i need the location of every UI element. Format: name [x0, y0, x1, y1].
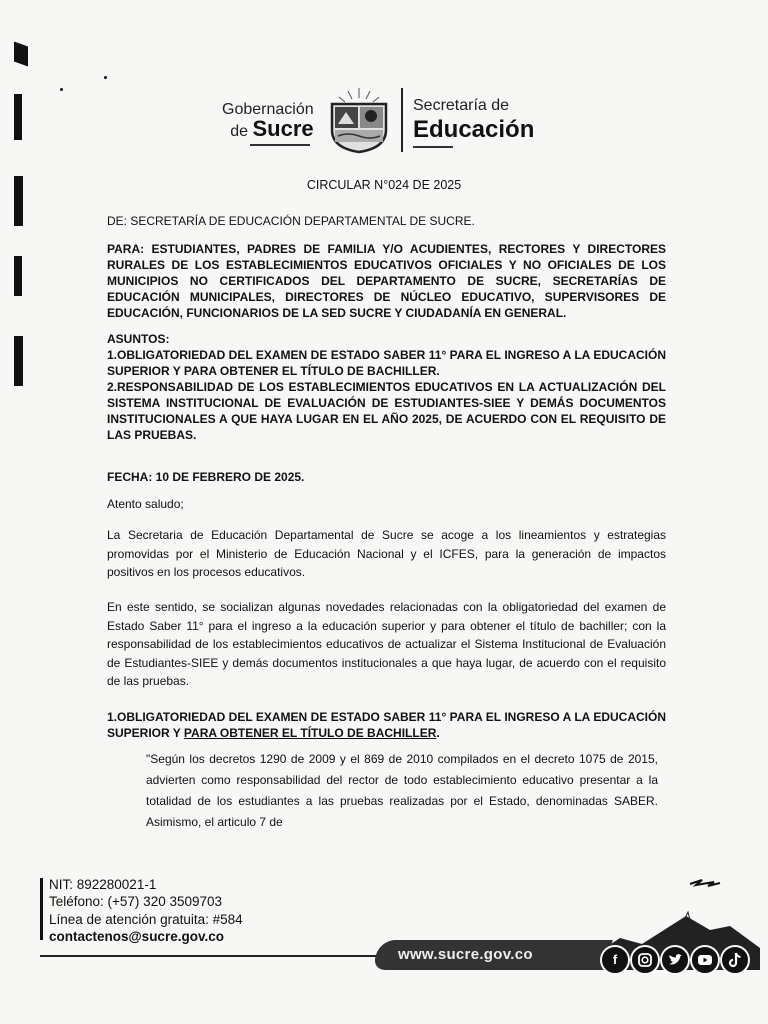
scan-edge-mark	[14, 41, 28, 66]
fecha-line: FECHA: 10 DE FEBRERO DE 2025.	[107, 470, 305, 484]
gobernacion-sucre: Sucre	[252, 116, 314, 141]
footer-contact	[40, 876, 243, 945]
gobernacion-de: de	[230, 123, 249, 140]
logo-underline	[250, 144, 310, 146]
de-line: DE: SECRETARÍA DE EDUCACIÓN DEPARTAMENTAL DE SUCRE.	[107, 214, 475, 228]
secretaria-line1: Secretaría de	[413, 97, 510, 114]
letterhead	[0, 66, 768, 156]
footer-bar	[40, 878, 43, 940]
footer-email: contactenos@sucre.gov.co	[49, 928, 224, 944]
twitter-icon[interactable]	[660, 945, 690, 975]
gobernacion-logo-text	[222, 102, 314, 140]
secretaria-line2: Educación	[413, 116, 535, 143]
gobernacion-line1: Gobernación	[222, 101, 314, 118]
logo-underline	[413, 146, 453, 148]
section-1-heading-underlined: PARA OBTENER EL TÍTULO DE BACHILLER	[183, 726, 437, 741]
circular-title: CIRCULAR N°024 DE 2025	[306, 178, 462, 192]
section-1-body: "Según los decretos 1290 de 2009 y el 869 de 2010 compilados en el decreto 1075 de 2015, advierten como responsabilidad del rector de todo establecimiento educativo presentar a la totalidad de los estudiantes a las pruebas realizadas por el Estado, denominadas SABER. Asimismo, el articulo 7 de	[146, 752, 658, 829]
instagram-icon[interactable]	[630, 945, 660, 975]
secretaria-logo-text	[413, 98, 534, 142]
section-1-heading	[107, 709, 666, 741]
scan-edge-mark	[14, 336, 23, 386]
asunto-item-2: 2.RESPONSABILIDAD DE LOS ESTABLECIMIENTOS EDUCATIVOS EN LA ACTUALIZACIÓN DEL SISTEMA INSTITUCIONAL DE EVALUACIÓN DE ESTUDIANTES-SIEE Y DEMÁS DOCUMENTOS INSTITUCIONALES A QUE HAYA LUGAR EN EL AÑO 2025, DE ACUERDO CON EL REQUISITO DE LAS PRUEBAS.	[107, 380, 666, 443]
tiktok-icon[interactable]	[720, 945, 750, 975]
youtube-icon[interactable]	[690, 945, 720, 975]
scan-edge-mark	[14, 256, 22, 296]
greeting: Atento saludo;	[107, 497, 184, 511]
section-1-heading-part1: 1.OBLIGATORIEDAD DEL EXAMEN DE ESTADO SABER 11° PARA EL INGRESO A LA EDUCACIÓN SUPERIOR Y	[107, 710, 666, 741]
paragraph-1: La Secretaria de Educación Departamental de Sucre se acoge a los lineamientos y estrategias promovidas por el Ministerio de Educación Nacional y el ICFES, para la generación de impactos positivos en los procesos educativos.	[107, 528, 666, 580]
header-divider	[401, 88, 403, 152]
paragraph-2: En este sentido, se socializan algunas novedades relacionadas con la obligatoriedad del examen de Estado Saber 11° para el ingreso a la educación superior y para obtener el título de bachiller; con la responsabilidad de los establecimientos educativos de actualizar el Sistema Institucional de Evaluación de Estudiantes-SIEE y demás documentos institucionales a que haya lugar, de acuerdo con el requisito de las pruebas.	[107, 600, 666, 689]
footer-nit: NIT: 892280021-1	[49, 877, 157, 892]
footer-linea: Línea de atención gratuita: #584	[49, 911, 243, 927]
asunto-item-1: 1.OBLIGATORIEDAD DEL EXAMEN DE ESTADO SABER 11° PARA EL INGRESO A LA EDUCACIÓN SUPERIOR Y PARA OBTENER EL TÍTULO DE BACHILLER.	[107, 348, 666, 379]
section-1-heading-end: .	[436, 726, 440, 741]
asuntos-label: ASUNTOS:	[107, 332, 170, 346]
facebook-icon[interactable]: f	[600, 945, 630, 975]
asuntos-block	[107, 331, 666, 444]
para-block: PARA: ESTUDIANTES, PADRES DE FAMILIA Y/O ACUDIENTES, RECTORES Y DIRECTORES RURALES DE LOS ESTABLECIMIENTOS EDUCATIVOS OFICIALES Y NO OFICIALES DE LOS MUNICIPIOS NO CERTIFICADOS DEL DEPARTAMENTO DE SUCRE, SECRETARÍAS DE EDUCACIÓN MUNICIPALES, DIRECTORES DE NÚCLEO EDUCATIVO, SUPERVISORES DE EDUCACIÓN, FUNCIONARIOS DE LA SED SUCRE Y CIUDADANÍA EN GENERAL.	[107, 242, 666, 321]
website-link[interactable]: www.sucre.gov.co	[398, 946, 533, 963]
footer-telefono: Teléfono: (+57) 320 3509703	[49, 894, 223, 910]
signature-mark-icon	[688, 876, 722, 890]
sucre-coat-of-arms-icon	[326, 86, 392, 154]
